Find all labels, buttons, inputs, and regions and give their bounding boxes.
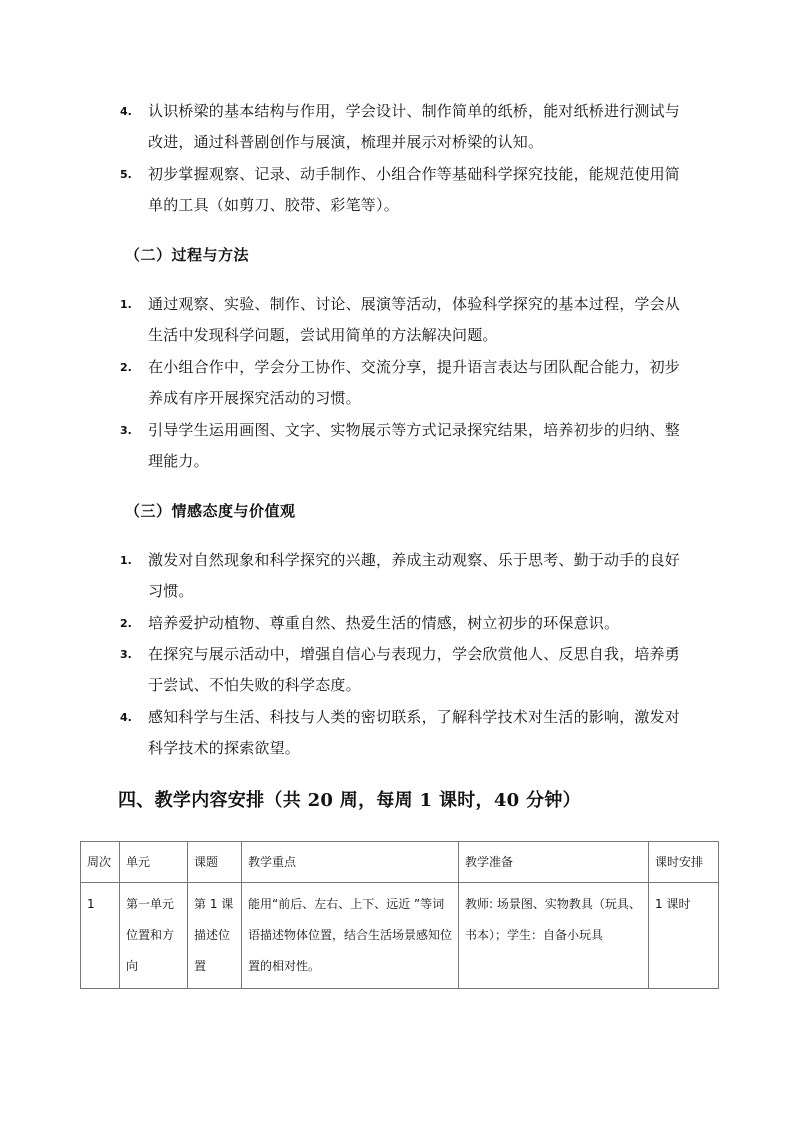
header-week: 周次 — [81, 842, 120, 883]
list-text: 引导学生运用画图、文字、实物展示等方式记录探究结果，培养初步的归纳、整理能力。 — [148, 421, 681, 470]
cell-focus: 能用“前后、左右、上下、远近 ”等词语描述物体位置，结合生活场景感知位置的相对性。 — [242, 883, 459, 989]
cell-week: 1 — [81, 883, 120, 989]
list-number: 1. — [120, 554, 132, 567]
table-header-row — [81, 842, 719, 883]
list-text: 在探究与展示活动中，增强自信心与表现力，学会欣赏他人、反思自我，培养勇于尝试、不怕失败的科学态度。 — [148, 645, 681, 694]
schedule-table — [80, 841, 719, 989]
list-number: 3. — [120, 424, 132, 437]
section-title: 四、教学内容安排（共 20 周，每周 1 课时，40 分钟） — [118, 790, 581, 811]
cell-unit: 第一单元位置和方向 — [120, 883, 188, 989]
list-item — [120, 702, 690, 764]
list-number: 2. — [120, 361, 132, 374]
list-text: 认识桥梁的基本结构与作用，学会设计、制作简单的纸桥，能对纸桥进行测试与改进，通过科普剧创作与展演，梳理并展示对桥梁的认知。 — [148, 102, 681, 151]
list-item — [120, 415, 690, 477]
list-text: 在小组合作中，学会分工协作、交流分享，提升语言表达与团队配合能力，初步养成有序开展探究活动的习惯。 — [148, 358, 681, 407]
cell-hours: 1 课时 — [649, 883, 719, 989]
header-unit: 单元 — [120, 842, 188, 883]
list-item — [120, 352, 690, 414]
list-text: 初步掌握观察、记录、动手制作、小组合作等基础科学探究技能，能规范使用简单的工具（如剪刀、胶带、彩笔等）。 — [148, 165, 681, 214]
list-text: 培养爱护动植物、尊重自然、热爱生活的情感，树立初步的环保意识。 — [148, 614, 620, 632]
list-item — [120, 545, 690, 607]
list-number: 3. — [120, 648, 132, 661]
list-item — [120, 639, 690, 701]
header-lesson: 课题 — [188, 842, 242, 883]
cell-lesson: 第 1 课描述位置 — [188, 883, 242, 989]
table-row — [81, 883, 719, 989]
list-number: 4. — [120, 711, 132, 724]
list-item — [120, 159, 690, 221]
header-prep: 教学准备 — [459, 842, 649, 883]
list-item — [120, 608, 690, 639]
list-number: 4. — [120, 105, 132, 118]
attitude-heading: （三）情感态度与价值观 — [125, 502, 296, 520]
process-heading: （二）过程与方法 — [125, 246, 250, 264]
list-text: 感知科学与生活、科技与人类的密切联系，了解科学技术对生活的影响，激发对科学技术的探索欲望。 — [148, 708, 681, 757]
list-text: 通过观察、实验、制作、讨论、展演等活动，体验科学探究的基本过程，学会从生活中发现科学问题，尝试用简单的方法解决问题。 — [148, 295, 681, 344]
list-item — [120, 289, 690, 351]
list-number: 1. — [120, 298, 132, 311]
header-hours: 课时安排 — [649, 842, 719, 883]
list-item — [120, 96, 690, 158]
header-focus: 教学重点 — [242, 842, 459, 883]
list-text: 激发对自然现象和科学探究的兴趣，养成主动观察、乐于思考、勤于动手的良好习惯。 — [148, 551, 681, 600]
cell-prep: 教师: 场景图、实物教具（玩具、书本）；学生：自备小玩具 — [459, 883, 649, 989]
list-number: 2. — [120, 617, 132, 630]
list-number: 5. — [120, 168, 132, 181]
